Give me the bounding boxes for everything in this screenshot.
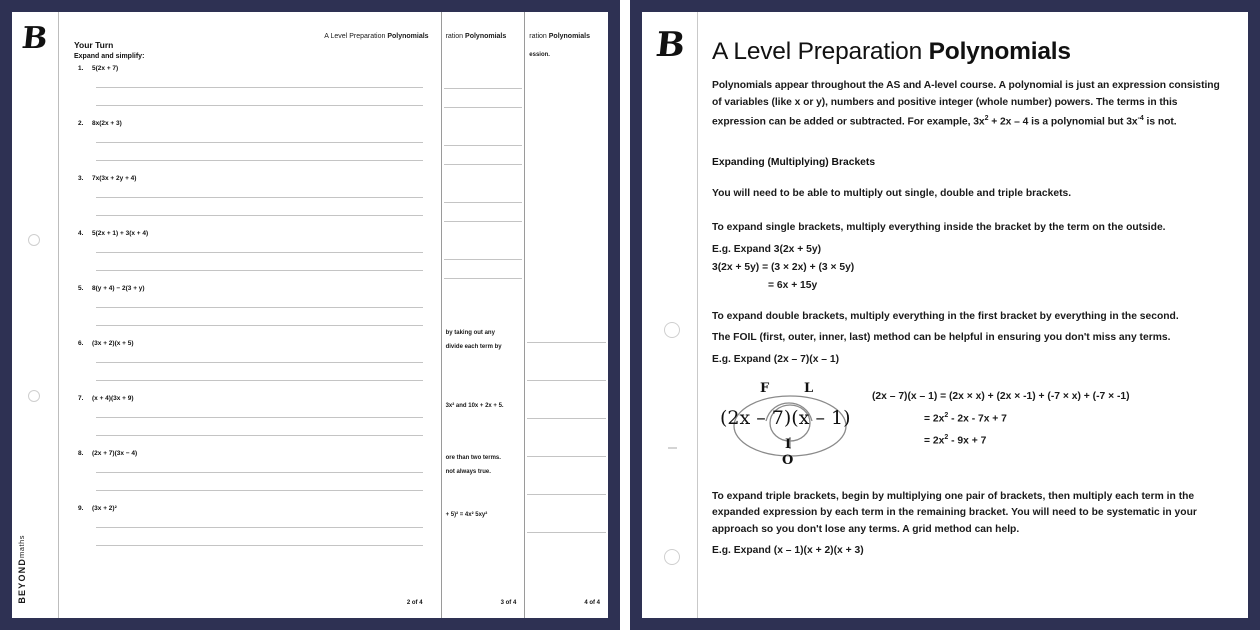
running-header — [324, 33, 428, 40]
answer-line[interactable] — [96, 215, 423, 216]
question-row — [74, 505, 431, 560]
question-row — [74, 65, 431, 120]
answer-line[interactable] — [527, 532, 606, 533]
question-text: 8x(2x + 3) — [92, 120, 122, 127]
answer-line[interactable] — [96, 545, 423, 546]
foil-work-3-sup: 2 — [944, 434, 949, 442]
answer-line[interactable] — [96, 417, 423, 418]
text-fragment: not always true. — [445, 469, 491, 475]
foil-work-2-pre: = 2x — [924, 413, 945, 425]
triple-brackets-example-label: E.g. Expand (x – 1)(x + 2)(x + 3) — [712, 545, 864, 557]
single-brackets-instruction: To expand single brackets, multiply everything inside the bracket by the term on the outside. — [712, 222, 1166, 234]
notes-body — [712, 12, 1226, 618]
text-fragment: divide each term by — [445, 344, 502, 350]
foil-bold-label: The FOIL — [712, 332, 757, 344]
foil-instruction-rest: (first, outer, inner, last) method can be helpful in ensuring you don't miss any terms. — [756, 332, 1171, 344]
foil-work-3-pre: = 2x — [924, 435, 945, 447]
answer-line[interactable] — [96, 362, 423, 363]
answer-line[interactable] — [96, 325, 423, 326]
foil-work-line-2 — [872, 406, 1202, 428]
answer-line[interactable] — [444, 88, 523, 89]
answer-line[interactable] — [444, 164, 523, 165]
answer-line[interactable] — [96, 252, 423, 253]
instruction-text: Expand and simplify: — [74, 53, 145, 60]
intro-text-2: + 2x – 4 is a polynomial but 3x — [988, 116, 1138, 128]
running-header-bold: Polynomials — [465, 33, 507, 40]
question-number: 1. — [78, 65, 84, 72]
answer-line[interactable] — [527, 456, 606, 457]
brand-sub: maths — [17, 535, 26, 559]
answer-line[interactable] — [96, 105, 423, 106]
answer-line[interactable] — [96, 307, 423, 308]
answer-line[interactable] — [96, 490, 423, 491]
worksheet-page-3-partial[interactable] — [441, 12, 525, 618]
answer-line[interactable] — [96, 435, 423, 436]
foil-diagram — [714, 379, 864, 471]
question-row — [74, 450, 431, 505]
answer-line[interactable] — [96, 270, 423, 271]
answer-line[interactable] — [96, 472, 423, 473]
question-text: 7x(3x + 2y + 4) — [92, 175, 137, 182]
intro-superscript-1: 2 — [984, 115, 989, 122]
page-title-thin: A Level Preparation — [712, 38, 929, 65]
question-text: 5(2x + 7) — [92, 65, 119, 72]
question-row — [74, 230, 431, 285]
foil-letter-o: O — [782, 452, 794, 468]
section-title: Your Turn — [74, 40, 114, 50]
intro-text-3: is not. — [1143, 116, 1177, 128]
page-title-bold: Polynomials — [928, 38, 1071, 65]
question-number: 8. — [78, 450, 84, 457]
answer-line[interactable] — [527, 494, 606, 495]
running-header-thin: A Level Preparation — [324, 33, 388, 40]
answer-line[interactable] — [96, 197, 423, 198]
answer-line[interactable] — [527, 380, 606, 381]
single-brackets-step-1: 3(2x + 5y) = (3 × 2x) + (3 × 5y) — [712, 261, 855, 273]
question-row — [74, 395, 431, 450]
worksheet-body — [64, 12, 431, 618]
triple-brackets-instruction: To expand triple brackets, begin by multiplying one pair of brackets, then multiply each term in the expanded expression by each term in the remaining bracket. You will need to be systematic in your approach so you don't lose any terms. A grid method can help. — [712, 490, 1197, 535]
text-fragment: + 5)² = 4x² 5xy² — [445, 512, 488, 518]
intro-superscript-2: -4 — [1137, 115, 1144, 122]
answer-line[interactable] — [96, 160, 423, 161]
double-brackets-instruction-line-2 — [712, 330, 1226, 347]
question-number: 2. — [78, 120, 84, 127]
page-margin-rail — [12, 12, 59, 618]
question-number: 5. — [78, 285, 84, 292]
answer-line[interactable] — [444, 107, 523, 108]
foil-letter-i: I — [785, 436, 792, 452]
foil-work-line-1: (2x – 7)(x – 1) = (2x × x) + (2x × -1) + (-7 × x) + (-7 × -1) — [872, 390, 1130, 402]
foil-working — [872, 387, 1202, 451]
heading-expanding-brackets: Expanding (Multiplying) Brackets — [712, 156, 876, 168]
running-header-bold: Polynomials — [387, 33, 429, 40]
brand-name: BEYOND — [17, 558, 27, 604]
worksheet-page-2[interactable] — [12, 12, 441, 618]
text-fragment: ore than two terms. — [445, 455, 501, 461]
double-brackets-example-label: E.g. Expand (2x – 7)(x – 1) — [712, 353, 840, 365]
text-fragment: by taking out any — [445, 330, 495, 336]
text-fragment: ession. — [529, 52, 550, 58]
question-text: 8(y + 4) − 2(3 + y) — [92, 285, 145, 292]
beyond-brand-label — [17, 535, 27, 604]
worksheet-page-4-partial[interactable] — [524, 12, 608, 618]
foil-work-line-3 — [872, 428, 1202, 450]
question-text: 5(2x + 1) + 3(x + 4) — [92, 230, 149, 237]
question-text: (3x + 2)² — [92, 505, 117, 512]
question-list — [74, 65, 431, 560]
double-brackets-instruction-line-1: To expand double brackets, multiply everything in the first bracket by everything in the second. — [712, 310, 1179, 322]
page-margin-rail — [642, 12, 698, 618]
running-header-bold: Polynomials — [548, 33, 590, 40]
question-number: 7. — [78, 395, 84, 402]
foil-work-2-sup: 2 — [944, 411, 949, 419]
text-fragment: 3x² and 10x + 2x + 5. — [445, 403, 504, 409]
answer-line[interactable] — [444, 278, 523, 279]
answer-line[interactable] — [96, 380, 423, 381]
hole-punch-icon — [664, 322, 680, 338]
answer-line[interactable] — [444, 259, 523, 260]
question-text: (3x + 2)(x + 5) — [92, 340, 134, 347]
page-title — [712, 38, 1226, 66]
running-header — [529, 33, 590, 40]
page-number: 2 of 4 — [406, 600, 423, 606]
question-row — [74, 285, 431, 340]
question-number: 9. — [78, 505, 84, 512]
right-document-panel[interactable] — [630, 0, 1260, 630]
foil-work-2-post: - 2x - 7x + 7 — [948, 413, 1007, 425]
question-text: (x + 4)(3x + 9) — [92, 395, 134, 402]
question-row — [74, 175, 431, 230]
hole-punch-icon — [28, 390, 40, 402]
running-header-thin: ration — [445, 33, 466, 40]
single-brackets-step-2: = 6x + 15y — [768, 279, 818, 291]
left-sheet — [12, 12, 608, 618]
line-multiply-out: You will need to be able to multiply out single, double and triple brackets. — [712, 187, 1072, 199]
answer-line[interactable] — [96, 527, 423, 528]
beyond-logo-icon: B — [653, 25, 686, 65]
beyond-logo-icon: B — [20, 21, 49, 56]
page-strip — [12, 12, 608, 618]
foil-work-3-post: - 9x + 7 — [948, 435, 987, 447]
answer-line[interactable] — [96, 142, 423, 143]
foil-illustration — [712, 379, 1226, 471]
answer-line[interactable] — [96, 87, 423, 88]
question-row — [74, 340, 431, 395]
intro-paragraph — [712, 78, 1226, 131]
hole-punch-icon — [664, 549, 680, 565]
page-number: 3 of 4 — [500, 600, 517, 606]
hole-punch-icon — [28, 234, 40, 246]
question-row — [74, 120, 431, 175]
running-header — [446, 33, 507, 40]
answer-line[interactable] — [444, 202, 523, 203]
foil-letter-l: L — [804, 380, 814, 396]
foil-letter-f: F — [760, 380, 770, 396]
answer-line[interactable] — [444, 145, 523, 146]
single-brackets-example-label: E.g. Expand 3(2x + 5y) — [712, 243, 822, 255]
answer-line[interactable] — [527, 342, 606, 343]
question-text: (2x + 7)(3x − 4) — [92, 450, 138, 457]
right-sheet — [642, 12, 1248, 618]
foil-expression: (2x – 7)(x – 1) — [720, 406, 851, 429]
intro-text-1: Polynomials appear throughout the AS and A-level course. A polynomial is just an expression consisting of variables (like x or y), numbers and positive integer (whole number) powers. The terms in this expression can be added or subtracted. For example, 3x — [712, 80, 1220, 128]
question-number: 6. — [78, 340, 84, 347]
answer-line[interactable] — [444, 221, 523, 222]
page-number: 4 of 4 — [584, 600, 600, 606]
question-number: 3. — [78, 175, 84, 182]
left-document-panel[interactable] — [0, 0, 620, 630]
answer-line[interactable] — [527, 418, 606, 419]
question-number: 4. — [78, 230, 84, 237]
running-header-thin: ration — [529, 33, 549, 40]
margin-dash-icon — [668, 447, 677, 449]
